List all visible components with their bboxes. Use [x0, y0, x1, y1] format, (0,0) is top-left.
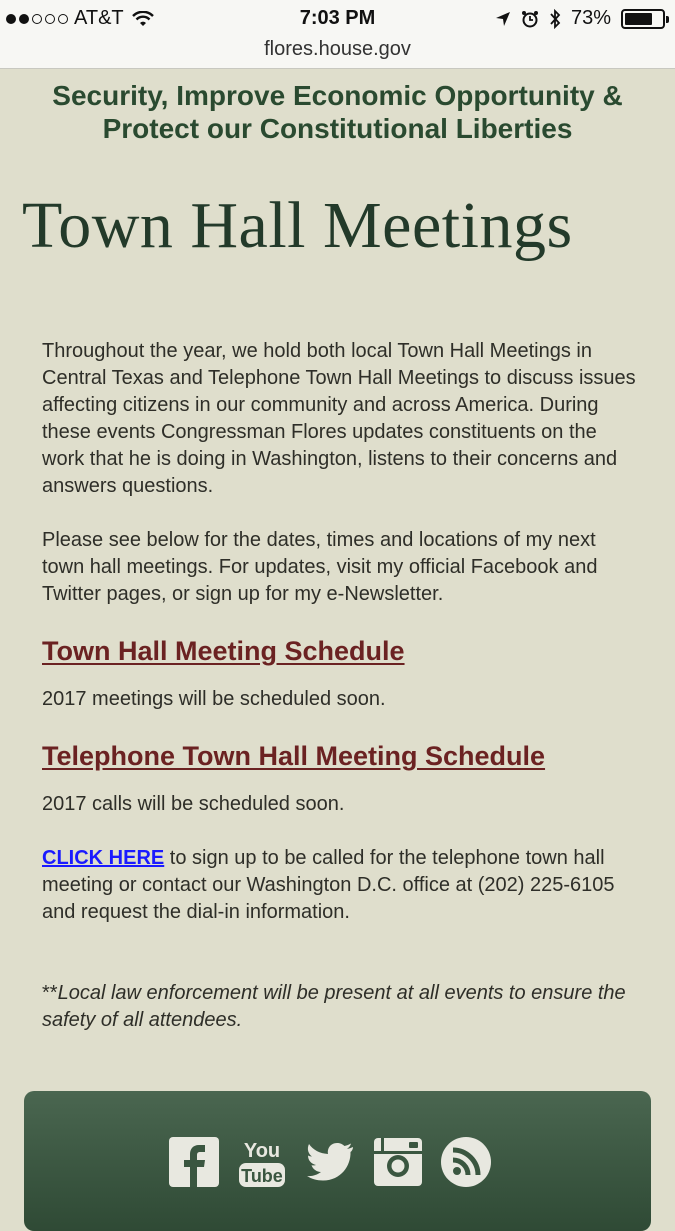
click-here-link[interactable]: CLICK HERE — [42, 847, 165, 869]
address-bar[interactable] — [0, 38, 675, 69]
telephone-town-hall-schedule-link[interactable]: Telephone Town Hall Meeting Schedule — [42, 741, 546, 771]
youtube-icon[interactable] — [235, 1135, 289, 1189]
social-links — [167, 1135, 493, 1189]
signup-text: to sign up to be called for the telephone town hall meeting or contact our Washington D.C. office at (202) 225-6105 and request the dial-in information. — [42, 847, 615, 923]
note-text: Local law enforcement will be present at all events to ensure the safety of all attendees. — [42, 982, 626, 1031]
bluetooth-icon — [549, 9, 561, 29]
youtube-top-text: You — [243, 1140, 281, 1162]
status-right — [495, 7, 665, 30]
facebook-icon[interactable] — [167, 1135, 221, 1189]
town-hall-schedule-link[interactable]: Town Hall Meeting Schedule — [42, 636, 405, 666]
url-text: flores.house.gov — [264, 38, 411, 60]
instagram-icon[interactable] — [371, 1135, 425, 1189]
page-title: Town Hall Meetings — [22, 189, 573, 262]
town-hall-schedule-note: 2017 meetings will be scheduled soon. — [42, 688, 386, 710]
rss-icon[interactable] — [439, 1135, 493, 1189]
schedule-info-paragraph: Please see below for the dates, times and locations of my next town hall meetings. For updates, visit my official Facebook and Twitter pages, or sign up for my e-Newsletter. — [42, 529, 598, 605]
intro-paragraph: Throughout the year, we hold both local Town Hall Meetings in Central Texas and Telephone Town Hall Meetings to discuss issues affecting citizens in our community and across America. During these events Congressman Flores updates constituents on the work that he is doing in Washington, listens to their concerns and answers questions. — [42, 340, 636, 497]
status-bar — [0, 0, 675, 38]
note-prefix: ** — [42, 982, 58, 1004]
twitter-icon[interactable] — [303, 1135, 357, 1189]
telephone-schedule-note: 2017 calls will be scheduled soon. — [42, 793, 345, 815]
site-banner — [0, 68, 675, 140]
signal-strength-icon — [6, 14, 68, 24]
location-arrow-icon — [495, 11, 511, 27]
clock: 7:03 PM — [299, 7, 376, 29]
banner-line-2: Protect our Constitutional Liberties — [102, 113, 573, 140]
carrier-info — [6, 7, 154, 30]
banner-line-1: Security, Improve Economic Opportunity & — [52, 80, 623, 111]
signup-paragraph — [42, 845, 642, 926]
law-enforcement-note — [42, 980, 642, 1034]
wifi-icon — [132, 11, 154, 27]
main-content — [42, 338, 642, 1034]
battery-icon — [621, 9, 665, 29]
alarm-clock-icon — [521, 10, 539, 28]
carrier-label: AT&T — [74, 7, 124, 29]
footer — [24, 1091, 651, 1231]
youtube-bottom-text: Tube — [241, 1166, 283, 1186]
battery-percent: 73% — [570, 7, 611, 29]
